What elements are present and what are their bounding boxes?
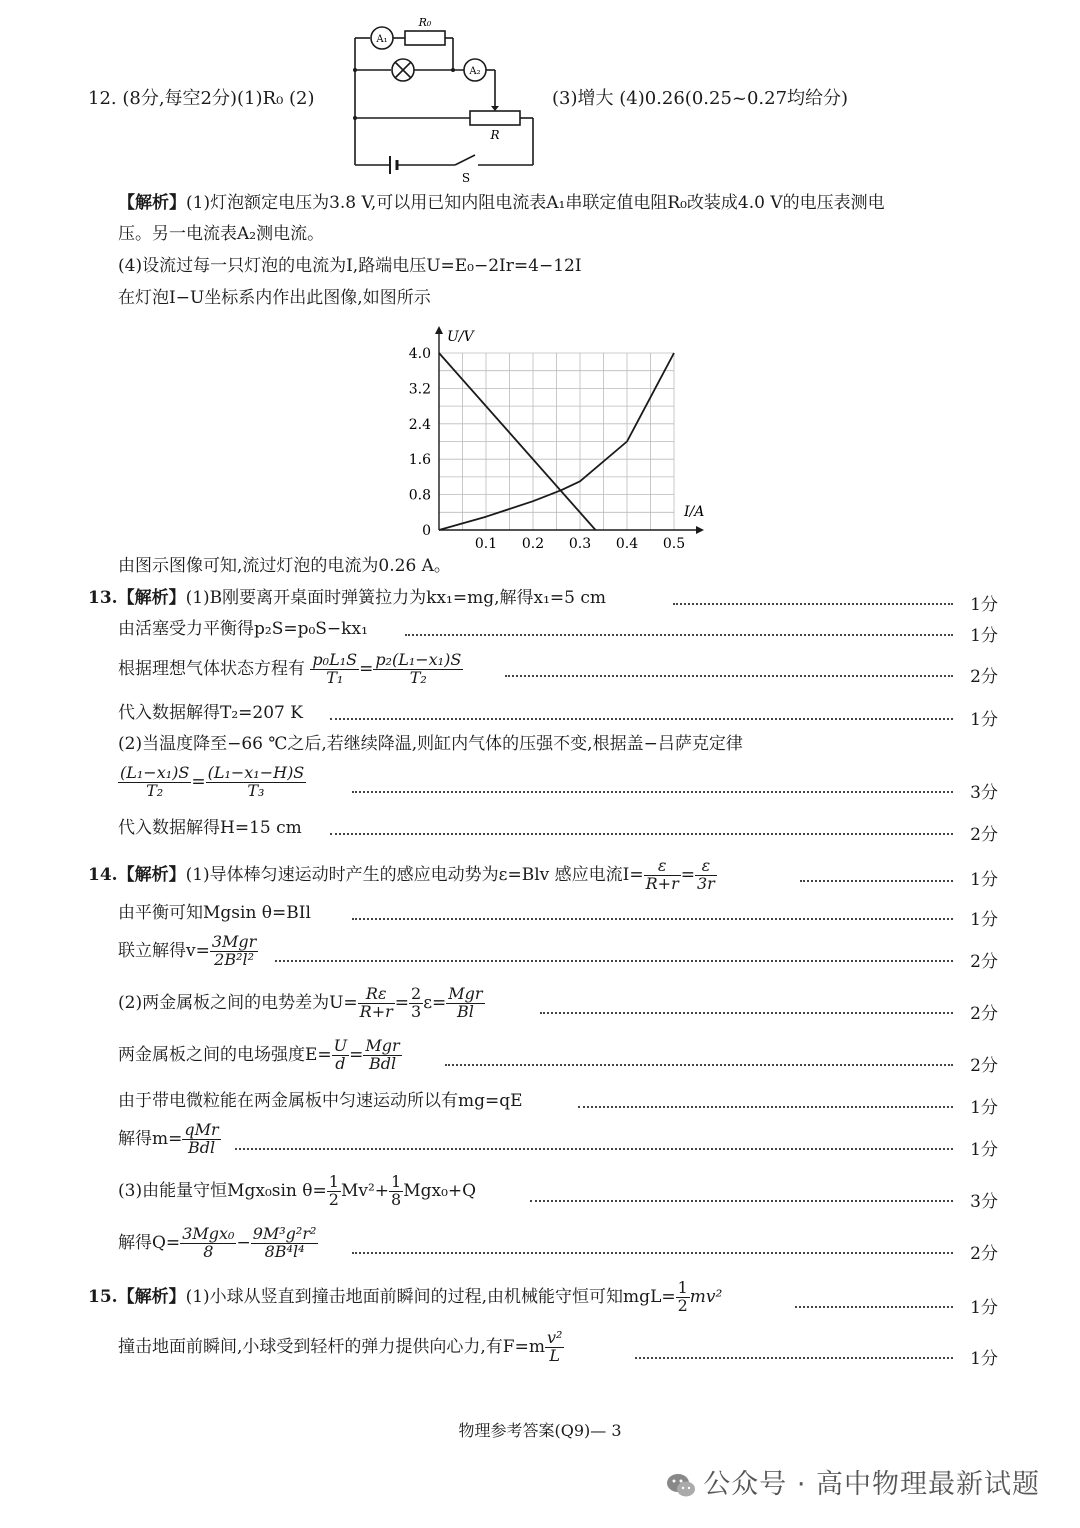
q14-l8: (3)由能量守恒Mgx₀sin θ= $\frac{1}{2}$ Mv²+ $\frac{1}{8}$ Mgx₀+Q <box>118 1172 477 1209</box>
y-tick-label: 2.4 <box>408 416 431 433</box>
q13-pts-2: 1分 <box>970 626 998 646</box>
q12-analysis-1a: 【解析】(1)灯泡额定电压为3.8 V,可以用已知内阻电流表A₁串联定值电阻R₀改装成4.0 V的电压表测电 <box>118 193 885 213</box>
watermark: 公众号 · 高中物理最新试题 <box>665 1462 1040 1501</box>
x-axis-arrow <box>696 526 704 534</box>
q12-blank3: (3)增大 (4)0.26(0.25~0.27均给分) <box>552 88 849 109</box>
iu-chart <box>395 310 725 555</box>
q13-pts-6: 2分 <box>970 825 998 845</box>
x-axis-label: I/A <box>684 504 705 520</box>
q12-head: 12. (8分,每空2分)(1)R₀ (2) <box>88 88 315 109</box>
q15-pts-1: 1分 <box>970 1298 998 1318</box>
q14-pts-9: 2分 <box>970 1244 998 1264</box>
q13-pts-3: 2分 <box>970 667 998 687</box>
q14-l1: 14.【解析】(1)导体棒匀速运动时产生的感应电动势为ε=Blv 感应电流I= $\frac{\varepsilon}{R+r}$ = $\frac{\varepsilon}{3r}$ <box>88 856 715 893</box>
x-tick-label: 0.4 <box>615 536 639 552</box>
q14-l3: 联立解得v= $\frac{\text{3Mgr}}{\text{2B²l²}}$ <box>118 932 257 969</box>
q12-analysis-4b: 在灯泡I−U坐标系内作出此图像,如图所示 <box>118 288 431 308</box>
label-r0: R₀ <box>418 16 432 29</box>
page-footer: 物理参考答案(Q9)— 3 <box>458 1421 622 1440</box>
q14-pts-8: 3分 <box>970 1192 998 1212</box>
x-tick-label: 0.3 <box>568 536 592 552</box>
q13-pts-4: 1分 <box>970 710 998 730</box>
switch-icon <box>455 155 475 165</box>
q14-l5: 两金属板之间的电场强度E= $\frac{U}{d}$ = $\frac{\text{Mgr}}{\text{Bdl}}$ <box>118 1036 400 1073</box>
y-axis-label: U/V <box>447 329 474 345</box>
resistor-r0-icon <box>405 31 445 45</box>
label-a2: A₂ <box>469 66 481 77</box>
wechat-icon <box>665 1471 697 1501</box>
q13-pts-5: 3分 <box>970 783 998 803</box>
q14-l2: 由平衡可知Mgsin θ=BIl <box>118 903 311 923</box>
q12-analysis-1b: 压。另一电流表A₂测电流。 <box>118 224 325 244</box>
origin-label: 0 <box>422 523 431 539</box>
x-tick-label: 0.5 <box>662 536 686 552</box>
q14-pts-5: 2分 <box>970 1056 998 1076</box>
q13-l6: $\frac{\text{(L₁−x₁)S}}{\text{T₂}}$ = $\frac{\text{(L₁−x₁−H)S}}{\text{T₃}}$ <box>120 763 305 800</box>
q14-l7: 解得m= $\frac{\text{qMr}}{\text{Bdl}}$ <box>118 1120 219 1157</box>
q14-l9: 解得Q= $\frac{\text{3Mgx₀}}{8}$ − $\frac{\text{9M³g²r²}}{\text{8B⁴l⁴}}$ <box>118 1224 317 1261</box>
q13-l3: 根据理想气体状态方程有 $\frac{\text{p₀L₁S}}{\text{T₁}}$ = $\frac{\text{p₂(L₁−x₁)S}}{\text{T₂}}$ <box>118 650 462 687</box>
x-tick-label: 0.2 <box>521 536 545 552</box>
q14-pts-4: 2分 <box>970 1004 998 1024</box>
x-tick-label: 0.1 <box>474 536 498 552</box>
y-tick-label: 0.8 <box>408 487 431 504</box>
q14-pts-3: 2分 <box>970 952 998 972</box>
q14-pts-1: 1分 <box>970 870 998 890</box>
y-tick-label: 1.6 <box>408 452 431 469</box>
q14-pts-6: 1分 <box>970 1098 998 1118</box>
q12-analysis-4: (4)设流过每一只灯泡的电流为I,路端电压U=E₀−2Ir=4−12I <box>118 256 582 276</box>
q13-l5: (2)当温度降至−66 ℃之后,若继续降温,则缸内气体的压强不变,根据盖−吕萨克定律 <box>118 734 743 754</box>
y-axis-arrow <box>435 326 443 334</box>
q15-l2: 撞击地面前瞬间,小球受到轻杆的弹力提供向心力,有F=m $\frac{\text{v²}}{L}$ <box>118 1328 563 1365</box>
q15-l1: 15.【解析】(1)小球从竖直到撞击地面前瞬间的过程,由机械能守恒可知mgL= $\frac{1}{2}$ mv² <box>88 1278 723 1315</box>
label-s: S <box>461 171 471 185</box>
y-tick-label: 3.2 <box>408 381 431 398</box>
y-tick-label: 4.0 <box>408 346 431 362</box>
q14-pts-7: 1分 <box>970 1140 998 1160</box>
q13-l2: 由活塞受力平衡得p₂S=p₀S−kx₁ <box>118 619 368 639</box>
q13-l4: 代入数据解得T₂=207 K <box>118 703 303 723</box>
q12-conclusion: 由图示图像可知,流过灯泡的电流为0.26 A。 <box>118 556 451 576</box>
q14-pts-2: 1分 <box>970 910 998 930</box>
label-r: R <box>490 128 500 142</box>
q13-l1: 13.【解析】(1)B刚要离开桌面时弹簧拉力为kx₁=mg,解得x₁=5 cm <box>88 588 607 608</box>
q14-l4: (2)两金属板之间的电势差为U= $\frac{R\varepsilon}{R+r}$ = $\frac{2}{3}$ ε= $\frac{\text{Mgr}}{Bl}$ <box>118 984 483 1021</box>
q13-l7: 代入数据解得H=15 cm <box>118 818 302 838</box>
circuit-diagram <box>345 10 545 185</box>
q15-pts-2: 1分 <box>970 1349 998 1369</box>
q14-l6: 由于带电微粒能在两金属板中匀速运动所以有mg=qE <box>118 1091 523 1111</box>
rheostat-icon <box>470 111 520 125</box>
label-a1: A₁ <box>376 34 388 45</box>
q13-pts-1: 1分 <box>970 595 998 615</box>
